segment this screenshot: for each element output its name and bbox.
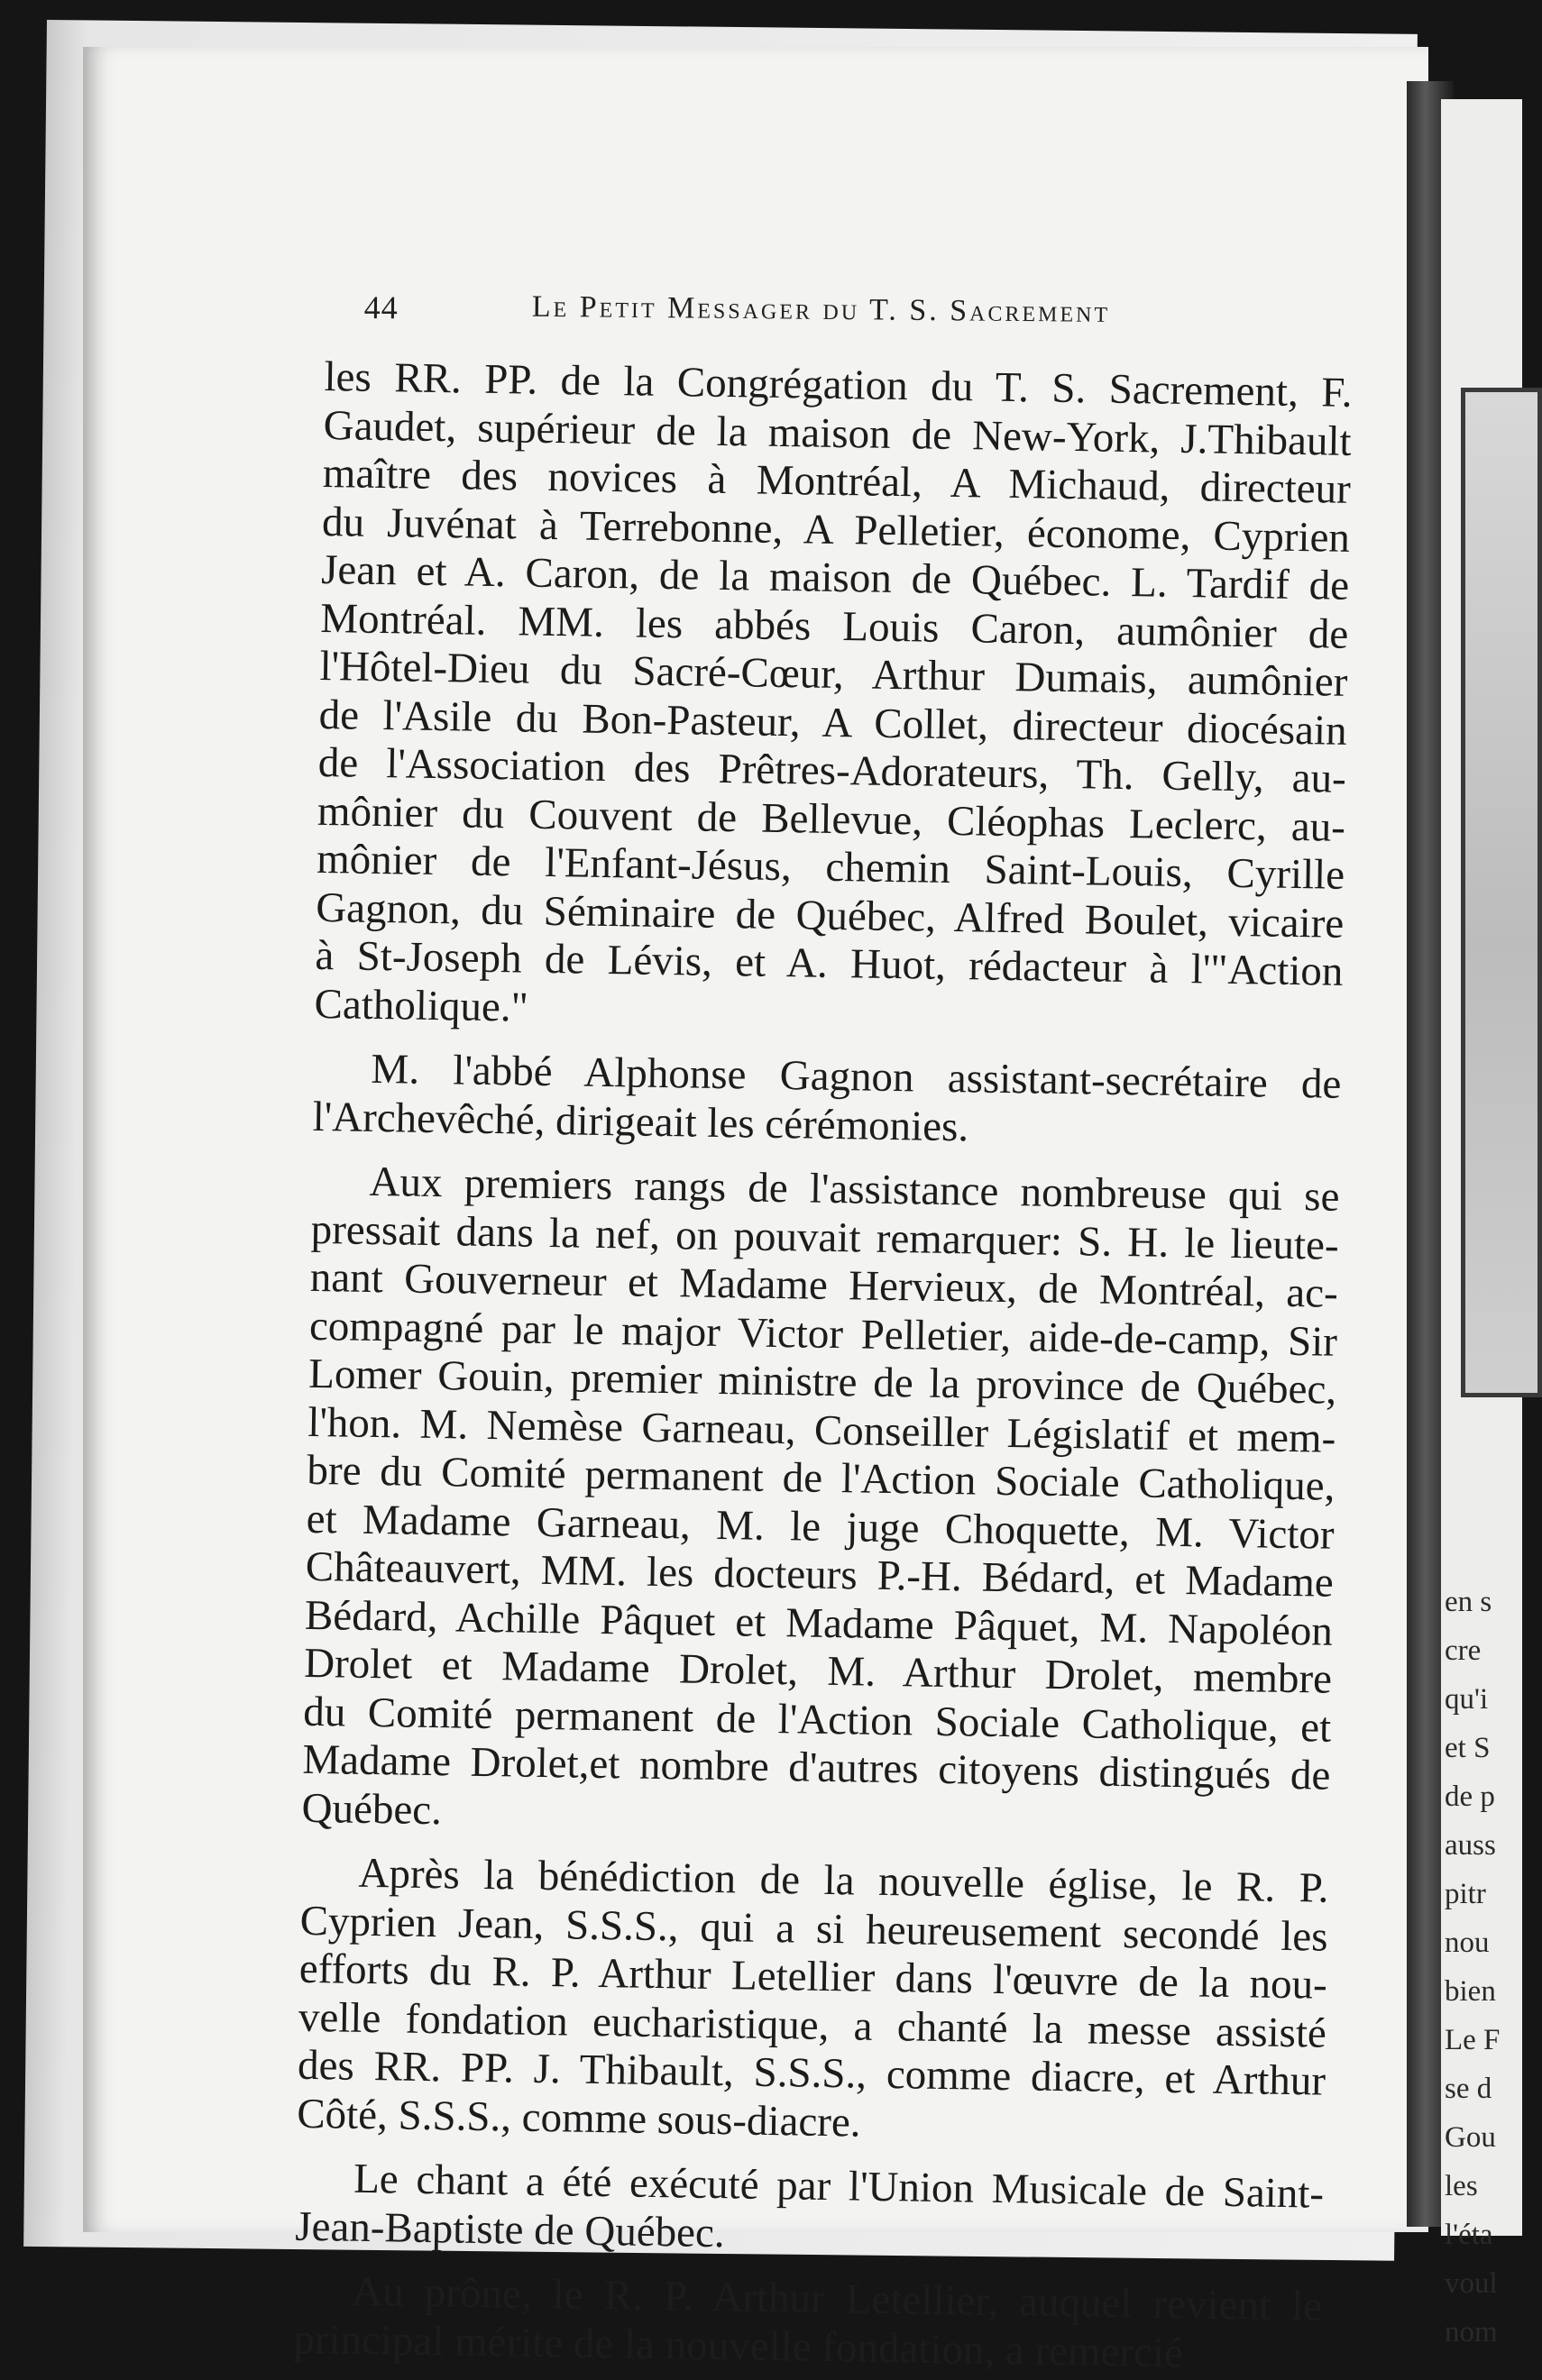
text-line: Au prône, le R. P. Arthur Letellier, auquel revient le [351,2267,1323,2330]
text-line: du Comité permanent de l'Action Sociale Catholique, et [302,1688,1332,1752]
facing-page-line: voul [1445,2267,1498,2300]
text-line: pressait dans la nef, on pouvait remarquer: S. H. le lieute- [310,1205,1340,1269]
text-line: compagné par le major Victor Pelletier, aide-de-camp, Sir [308,1302,1338,1366]
text-line: velle fondation eucharistique, a chanté la messe assisté [298,1993,1327,2057]
text-line: à St-Joseph de Lévis, et A. Huot, rédacteur à l'"Action [315,931,1344,995]
text-line: du Juvénat à Terrebonne, A Pelletier, économe, Cyprien [321,498,1351,562]
facing-page-line: qu'i [1445,1683,1489,1716]
facing-page-text [1445,1578,1517,2357]
text-line: de l'Association des Prêtres-Adorateurs, Th. Gelly, au- [317,738,1347,802]
facing-page-line: Gou [1445,2121,1496,2154]
text-line: Madame Drolet,et nombre d'autres citoyens distingués de [302,1735,1331,1799]
text-line: Gaudet, supérieur de la maison de New-York, J.Thibault [323,401,1353,465]
text-line: Lomer Gouin, premier ministre de la province de Québec, [307,1350,1337,1414]
facing-page-photo [1461,388,1542,1397]
paragraph [297,1849,1329,2155]
page-number: 44 [363,288,399,326]
facing-page-line: se d [1445,2073,1492,2105]
text-line: Le chant a été exécuté par l'Union Musicale de Saint- [353,2155,1325,2218]
text-line: l'Hôtel-Dieu du Sacré-Cœur, Arthur Dumais, aumônier [319,642,1348,706]
text-line: bre du Comité permanent de l'Action Sociale Catholique, [307,1446,1335,1510]
text-line: Québec. [301,1784,443,1834]
text-line: M. l'abbé Alphonse Gagnon assistant-secrétaire de [371,1045,1342,1108]
text-line: maître des novices à Montréal, A Michaud, directeur [322,449,1352,513]
text-line: mônier de l'Enfant-Jésus, chemin Saint-Louis, Cyrille [316,835,1345,899]
facing-page [1441,99,1522,2348]
facing-page-line: cre [1445,1634,1482,1667]
facing-page-line: auss [1445,1829,1496,1862]
facing-page-line: Le F [1445,2024,1501,2056]
text-line: Drolet et Madame Drolet, M. Arthur Drolet, membre [303,1639,1333,1703]
text-line: Après la bénédiction de la nouvelle église, le R. P. [358,1849,1329,1912]
facing-page-line: les [1445,2170,1478,2202]
running-title: Le Petit Messager du T. S. Sacrement [531,289,1111,329]
text-line: nant Gouverneur et Madame Hervieux, de Montréal, ac- [309,1253,1339,1317]
facing-page-line: nom [1445,2316,1498,2348]
running-header [363,288,1355,349]
text-line: principal mérite de la nouvelle fondation, a remercié [292,2315,1184,2376]
text-line: l'Archevêché, dirigeait les cérémonies. [312,1093,969,1150]
text-line: Gagnon, du Séminaire de Québec, Alfred Boulet, vicaire [315,883,1345,947]
facing-page-line: bien [1445,1975,1496,2008]
paragraph [301,1158,1340,1849]
text-line: Catholique." [314,980,529,1031]
body-text [293,353,1353,2380]
text-line: Aux premiers rangs de l'assistance nombreuse qui se [369,1158,1340,1221]
paragraph [293,2267,1323,2380]
facing-page-line: et S [1445,1732,1491,1764]
paragraph [312,1045,1342,1158]
text-line: l'hon. M. Nemèse Garneau, Conseiller Législatif et mem- [307,1398,1336,1462]
facing-page-line: nou [1445,1927,1490,1959]
text-line: Jean-Baptiste de Québec. [294,2202,726,2256]
text-line: et Madame Garneau, M. le juge Choquette, M. Victor [306,1495,1335,1559]
text-line: Jean et A. Caron, de la maison de Québec. L. Tardif de [320,545,1350,609]
text-line: des RR. PP. J. Thibault, S.S.S., comme diacre, et Arthur [297,2041,1326,2105]
text-line: les RR. PP. de la Congrégation du T. S. Sacrement, F. [324,353,1353,416]
text-line: de l'Asile du Bon-Pasteur, A Collet, directeur diocésain [318,691,1347,755]
paragraph [314,353,1353,1045]
text-line: mônier du Couvent de Bellevue, Cléophas Leclerc, au- [317,787,1346,851]
facing-page-line: en s [1445,1586,1492,1618]
text-line: efforts du R. P. Arthur Letellier dans l'œuvre de la nou- [298,1945,1328,2009]
text-line: Bédard, Achille Pâquet et Madame Pâquet, M. Napoléon [304,1591,1334,1655]
paragraph [295,2155,1325,2267]
text-line: Montréal. MM. les abbés Louis Caron, aumônier de [319,594,1349,658]
text-line: Châteauvert, MM. les docteurs P.-H. Bédard, et Madame [305,1542,1335,1606]
text-line: Cyprien Jean, S.S.S., qui a si heureusement secondé les [299,1897,1328,1961]
facing-page-line: l'éta [1445,2219,1493,2251]
facing-page-line: pitr [1445,1878,1486,1910]
facing-page-line: de p [1445,1780,1495,1813]
text-line: Côté, S.S.S., comme sous-diacre. [296,2090,861,2147]
